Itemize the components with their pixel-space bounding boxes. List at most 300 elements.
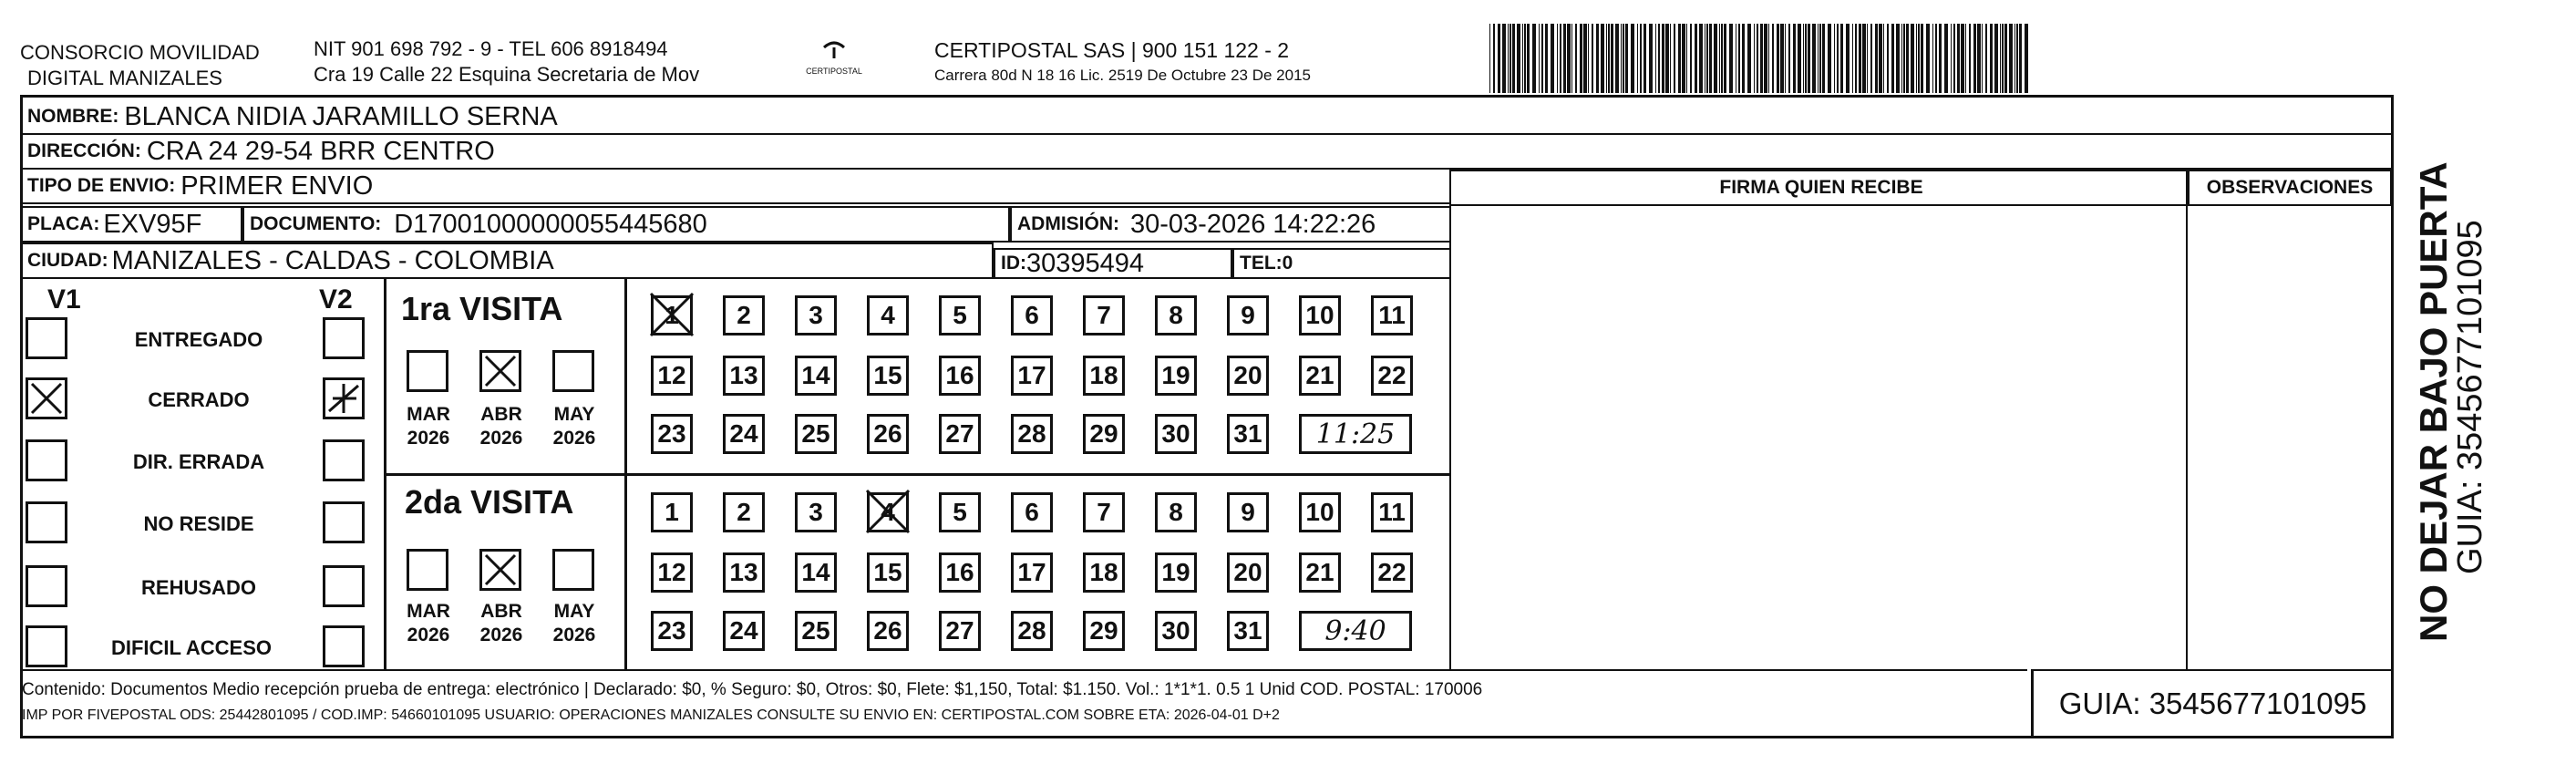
month-label: [401, 403, 456, 450]
day-cell[interactable]: 8: [1155, 295, 1197, 336]
barcode-bar: [1891, 24, 1894, 93]
company-contact: [314, 36, 699, 88]
status-label: CERRADO: [148, 388, 250, 411]
barcode-bar: [1489, 24, 1490, 93]
day-cell[interactable]: 5: [939, 295, 981, 336]
barcode-bar: [2025, 24, 2028, 93]
v1-checkbox[interactable]: [26, 317, 67, 359]
barcode-bar: [1951, 24, 1952, 93]
barcode-bar: [1808, 24, 1810, 93]
barcode-bar: [1935, 24, 1937, 93]
barcode-bar: [1557, 24, 1558, 93]
day-cell[interactable]: 2: [723, 295, 765, 336]
v2-checkbox[interactable]: [323, 501, 365, 543]
barcode-bar: [1719, 24, 1720, 93]
barcode-bar: [1859, 24, 1861, 93]
nombre-value: BLANCA NIDIA JARAMILLO SERNA: [124, 101, 558, 131]
placa-label: PLACA:: [27, 213, 100, 234]
barcode-bar: [1608, 24, 1610, 93]
carrier-logo-icon: [820, 40, 848, 62]
barcode-bar: [1840, 24, 1843, 93]
time-box[interactable]: [1299, 611, 1412, 651]
barcode-bar: [1754, 24, 1755, 93]
barcode-bar: [2016, 24, 2018, 93]
v1-checkbox[interactable]: [26, 439, 67, 481]
barcode-bar: [1911, 24, 1914, 93]
documento-value: D17001000000055445680: [394, 209, 707, 239]
month-checkbox[interactable]: [552, 350, 594, 392]
first-visit-block: [386, 279, 1449, 476]
placa-cell: [22, 206, 242, 243]
footer-contenido: Contenido: Documentos Medio recepción prueba de entrega: electrónico | Declarado: $0, % Seguro: $0, Otros: $0, Flete: $1,150, Total: $1.150. Vol.: 1*1*1. 0.5 1 Unid COD. POSTAL: 170006: [22, 680, 1483, 699]
day-cell[interactable]: 12: [651, 356, 693, 396]
observaciones-area[interactable]: [2188, 206, 2392, 669]
v1-checkbox[interactable]: [26, 501, 67, 543]
barcode-bar: [1512, 24, 1515, 93]
barcode-bar: [1615, 24, 1619, 93]
barcode-bar: [1990, 24, 1993, 93]
placa-value: EXV95F: [103, 209, 202, 239]
barcode-bar: [1670, 24, 1671, 93]
barcode-bar: [1674, 24, 1675, 93]
barcode-bar: [1532, 24, 1536, 93]
barcode-bar: [1926, 24, 1930, 93]
footer-info: [22, 669, 2027, 738]
id-cell: [994, 248, 1232, 279]
v1-checkbox[interactable]: [26, 625, 67, 667]
barcode-bar: [2014, 24, 2015, 93]
carrier-logo: [802, 40, 866, 76]
day-cell[interactable]: 1: [651, 295, 693, 336]
barcode-bar: [1527, 24, 1530, 93]
barcode-image: [1486, 24, 2033, 93]
barcode-bar: [1706, 24, 1708, 93]
status-label: REHUSADO: [141, 576, 256, 599]
signature-area[interactable]: [1449, 206, 2188, 669]
ciudad-label: CIUDAD:: [27, 250, 108, 271]
barcode-bar: [1788, 24, 1790, 93]
barcode-bar: [1678, 24, 1681, 93]
carrier-line-2: Carrera 80d N 18 16 Lic. 2519 De Octubre 23 De 2015: [934, 67, 1311, 84]
day-cell[interactable]: 21: [1299, 552, 1341, 593]
barcode-bar: [1655, 24, 1656, 93]
v2-checkbox[interactable]: [323, 565, 365, 607]
barcode-bar: [2009, 24, 2013, 93]
barcode-bar: [1918, 24, 1920, 93]
tipo-envio-label: TIPO DE ENVIO:: [27, 175, 176, 196]
barcode-bar: [1510, 24, 1511, 93]
footer-guia-box: [2031, 669, 2392, 737]
barcode-bar: [2002, 24, 2004, 93]
month-label: [474, 403, 529, 450]
barcode-bar: [1953, 24, 1955, 93]
month-checkbox[interactable]: [552, 549, 594, 591]
month-checkbox[interactable]: [407, 549, 448, 591]
day-cell[interactable]: 30: [1155, 414, 1197, 454]
day-cell[interactable]: 16: [939, 356, 981, 396]
day-cell[interactable]: 21: [1299, 356, 1341, 396]
barcode-bar: [1812, 24, 1816, 93]
barcode-bar: [2019, 24, 2022, 93]
barcode-bar: [1785, 24, 1786, 93]
firma-label: FIRMA QUIEN RECIBE: [1719, 177, 1923, 198]
day-cell[interactable]: 12: [651, 552, 693, 593]
day-cell[interactable]: 28: [1011, 414, 1053, 454]
barcode-bar: [1822, 24, 1825, 93]
day-cell[interactable]: 27: [939, 611, 981, 651]
barcode-bar: [1870, 24, 1872, 93]
footer-guia: GUIA: 3545677101095: [2058, 687, 2367, 720]
day-cell[interactable]: 5: [939, 492, 981, 532]
v1-header: V1: [47, 284, 81, 315]
day-cell[interactable]: 17: [1011, 356, 1053, 396]
first-visit-months: [386, 279, 627, 476]
documento-label: DOCUMENTO:: [250, 213, 382, 234]
day-cell[interactable]: 4: [867, 295, 909, 336]
barcode: [1486, 24, 2033, 93]
barcode-bar: [1662, 24, 1664, 93]
barcode-bar: [1803, 24, 1804, 93]
firma-header: [1449, 170, 2188, 206]
day-cell[interactable]: 15: [867, 552, 909, 593]
footer-imp: IMP POR FIVEPOSTAL ODS: 25442801095 / COD.IMP: 54660101095 USUARIO: OPERACIONES MANIZALES CONSULTE SU ENVIO EN: CERTIPOSTAL.COM SOBRE ETA: 2026-04-01 D+2: [22, 707, 1280, 723]
day-cell[interactable]: 10: [1299, 492, 1341, 532]
barcode-bar: [1596, 24, 1599, 93]
barcode-bar: [1883, 24, 1884, 93]
day-cell[interactable]: 9: [1227, 492, 1269, 532]
barcode-bar: [1768, 24, 1769, 93]
barcode-bar: [1793, 24, 1796, 93]
barcode-bar: [1721, 24, 1723, 93]
barcode-bar: [1665, 24, 1669, 93]
barcode-bar: [1658, 24, 1660, 93]
day-cell[interactable]: 6: [1011, 295, 1053, 336]
tel-label: TEL:: [1240, 253, 1283, 274]
month-name: MAY: [553, 404, 595, 425]
barcode-bar: [1522, 24, 1523, 93]
side-guia-text: GUIA: 3545677101095: [2451, 220, 2489, 574]
observaciones-header: [2188, 170, 2392, 206]
barcode-bar: [1965, 24, 1966, 93]
barcode-bar: [1502, 24, 1506, 93]
tipo-envio-row: [22, 170, 1451, 204]
barcode-bar: [1906, 24, 1909, 93]
carrier-info: [934, 38, 1311, 85]
barcode-bar: [1862, 24, 1866, 93]
month-checkbox[interactable]: [407, 350, 448, 392]
day-cell[interactable]: 7: [1083, 295, 1125, 336]
month-year: 2026: [552, 625, 596, 645]
barcode-bar: [1545, 24, 1548, 93]
day-cell[interactable]: 11: [1371, 492, 1413, 532]
barcode-bar: [1580, 24, 1582, 93]
barcode-bar: [1852, 24, 1853, 93]
v2-checkbox[interactable]: [323, 377, 365, 419]
month-name: ABR: [480, 404, 522, 425]
day-cell[interactable]: 14: [795, 356, 837, 396]
logo-caption: CERTIPOSTAL: [806, 67, 862, 76]
ciudad-cell: [22, 243, 994, 279]
day-cell[interactable]: 11: [1371, 295, 1413, 336]
day-cell[interactable]: 29: [1083, 414, 1125, 454]
barcode-bar: [1583, 24, 1587, 93]
barcode-bar: [1901, 24, 1902, 93]
day-cell[interactable]: 18: [1083, 552, 1125, 593]
v2-checkbox[interactable]: [323, 439, 365, 481]
barcode-bar: [1961, 24, 1964, 93]
day-cell[interactable]: 28: [1011, 611, 1053, 651]
day-cell[interactable]: 17: [1011, 552, 1053, 593]
month-name: MAR: [407, 601, 450, 622]
barcode-bar: [1640, 24, 1642, 93]
barcode-bar: [1631, 24, 1634, 93]
barcode-bar: [1887, 24, 1889, 93]
time-value: 9:40: [1324, 614, 1386, 647]
day-cell[interactable]: 8: [1155, 492, 1197, 532]
day-cell[interactable]: 20: [1227, 356, 1269, 396]
company-line-2: DIGITAL MANIZALES: [27, 67, 222, 89]
day-cell[interactable]: 22: [1371, 552, 1413, 593]
barcode-bar: [1780, 24, 1784, 93]
day-cell[interactable]: 26: [867, 611, 909, 651]
barcode-bar: [1994, 24, 1998, 93]
barcode-bar: [2004, 24, 2007, 93]
barcode-bar: [1828, 24, 1831, 93]
direccion-row: [22, 135, 2392, 170]
tel-cell: [1232, 248, 1451, 279]
barcode-bar: [1982, 24, 1983, 93]
barcode-bar: [1729, 24, 1733, 93]
barcode-bar: [1588, 24, 1589, 93]
day-cell[interactable]: 24: [723, 611, 765, 651]
barcode-bar: [1524, 24, 1526, 93]
barcode-bar: [1637, 24, 1638, 93]
nombre-row: [22, 100, 2392, 135]
status-label: DIR. ERRADA: [132, 450, 265, 473]
barcode-bar: [1686, 24, 1687, 93]
id-value: 30395494: [1026, 248, 1145, 278]
day-cell[interactable]: 19: [1155, 552, 1197, 593]
day-cell[interactable]: 31: [1227, 611, 1269, 651]
barcode-bar: [1498, 24, 1500, 93]
day-cell[interactable]: 4: [867, 492, 909, 532]
barcode-bar: [1757, 24, 1758, 93]
second-visit-months: [386, 476, 627, 669]
month-year: 2026: [479, 625, 523, 645]
first-visit-title: 1ra VISITA: [401, 290, 563, 327]
day-cell[interactable]: 7: [1083, 492, 1125, 532]
barcode-bar: [1592, 24, 1593, 93]
barcode-bar: [1903, 24, 1905, 93]
barcode-bar: [1834, 24, 1835, 93]
barcode-bar: [1867, 24, 1868, 93]
barcode-bar: [1985, 24, 1987, 93]
barcode-bar: [1855, 24, 1857, 93]
barcode-bar: [1957, 24, 1960, 93]
side-text: [2399, 109, 2490, 656]
tipo-envio-value: PRIMER ENVIO: [180, 170, 374, 201]
barcode-bar: [1875, 24, 1878, 93]
barcode-bar: [1805, 24, 1807, 93]
barcode-bar: [1699, 24, 1703, 93]
barcode-bar: [1690, 24, 1692, 93]
v1-checkbox[interactable]: [26, 377, 67, 419]
barcode-bar: [1623, 24, 1624, 93]
barcode-bar: [2000, 24, 2001, 93]
day-cell[interactable]: 25: [795, 414, 837, 454]
barcode-bar: [1944, 24, 1948, 93]
day-cell[interactable]: 25: [795, 611, 837, 651]
admision-value: 30-03-2026 14:22:26: [1130, 209, 1376, 239]
month-label: [401, 600, 456, 647]
direccion-value: CRA 24 29-54 BRR CENTRO: [146, 136, 495, 166]
barcode-bar: [1649, 24, 1653, 93]
day-cell[interactable]: 2: [723, 492, 765, 532]
status-label: ENTREGADO: [134, 328, 263, 351]
day-cell[interactable]: 19: [1155, 356, 1197, 396]
barcode-bar: [1916, 24, 1917, 93]
barcode-bar: [1742, 24, 1745, 93]
month-label: [474, 600, 529, 647]
ciudad-value: MANIZALES - CALDAS - COLOMBIA: [111, 245, 554, 275]
barcode-bar: [1818, 24, 1819, 93]
v1-checkbox[interactable]: [26, 565, 67, 607]
second-visit-block: [386, 476, 1449, 669]
x-mark-icon: [325, 380, 362, 417]
barcode-bar: [1567, 24, 1571, 93]
time-box[interactable]: [1299, 414, 1412, 454]
barcode-bar: [1896, 24, 1900, 93]
barcode-bar: [1517, 24, 1520, 93]
day-cell[interactable]: 13: [723, 552, 765, 593]
barcode-bar: [1709, 24, 1712, 93]
check-mark-icon: [482, 552, 519, 588]
barcode-bar: [1921, 24, 1923, 93]
month-year: 2026: [552, 428, 596, 449]
month-name: MAY: [553, 601, 595, 622]
status-label: NO RESIDE: [143, 512, 254, 535]
day-cell[interactable]: 13: [723, 356, 765, 396]
barcode-bar: [1643, 24, 1646, 93]
day-cell[interactable]: 14: [795, 552, 837, 593]
x-mark-icon: [28, 380, 65, 417]
barcode-bar: [1777, 24, 1779, 93]
month-year: 2026: [407, 428, 450, 449]
company-line-1: CONSORCIO MOVILIDAD: [20, 41, 260, 64]
barcode-bar: [1772, 24, 1774, 93]
barcode-bar: [1601, 24, 1604, 93]
day-cell[interactable]: 3: [795, 295, 837, 336]
barcode-bar: [1606, 24, 1607, 93]
admision-label: ADMISIÓN:: [1017, 213, 1119, 234]
barcode-bar: [1837, 24, 1839, 93]
month-year: 2026: [479, 428, 523, 449]
nit-line: NIT 901 698 792 - 9 - TEL 606 8918494: [314, 37, 668, 60]
company-name: [20, 40, 260, 91]
day-cell[interactable]: 3: [795, 492, 837, 532]
day-cell[interactable]: 10: [1299, 295, 1341, 336]
barcode-bar: [1879, 24, 1882, 93]
barcode-bar: [1798, 24, 1801, 93]
barcode-bar: [1977, 24, 1981, 93]
barcode-bar: [1714, 24, 1717, 93]
day-cell[interactable]: 29: [1083, 611, 1125, 651]
barcode-bar: [1575, 24, 1577, 93]
day-cell[interactable]: 27: [939, 414, 981, 454]
barcode-bar: [1747, 24, 1751, 93]
v2-checkbox[interactable]: [323, 317, 365, 359]
day-cell[interactable]: 30: [1155, 611, 1197, 651]
day-cell[interactable]: 23: [651, 414, 693, 454]
barcode-bar: [1764, 24, 1767, 93]
barcode-bar: [1969, 24, 1971, 93]
nombre-label: NOMBRE:: [27, 106, 119, 127]
month-label: [547, 600, 602, 647]
carrier-line-1: CERTIPOSTAL SAS | 900 151 122 - 2: [934, 38, 1290, 62]
v2-checkbox[interactable]: [323, 625, 365, 667]
month-year: 2026: [407, 625, 450, 645]
side-text-svg: [2399, 109, 2490, 656]
barcode-bar: [1611, 24, 1613, 93]
barcode-bar: [1695, 24, 1697, 93]
barcode-bar: [1563, 24, 1566, 93]
barcode-bar: [1508, 24, 1509, 93]
day-cell[interactable]: 22: [1371, 356, 1413, 396]
day-cell[interactable]: 9: [1227, 295, 1269, 336]
side-warning-text: NO DEJAR BAJO PUERTA: [2412, 161, 2455, 642]
address-line: Cra 19 Calle 22 Esquina Secretaria de Mov: [314, 63, 700, 86]
day-cell[interactable]: 23: [651, 611, 693, 651]
barcode-bar: [1493, 24, 1495, 93]
barcode-bar: [1760, 24, 1763, 93]
day-cell[interactable]: 20: [1227, 552, 1269, 593]
time-value: 11:25: [1315, 418, 1396, 450]
documento-cell: [242, 206, 1010, 243]
day-cell[interactable]: 15: [867, 356, 909, 396]
barcode-bar: [1846, 24, 1850, 93]
day-cell[interactable]: 1: [651, 492, 693, 532]
status-block: [22, 279, 386, 669]
barcode-bar: [1973, 24, 1976, 93]
month-name: MAR: [407, 404, 450, 425]
day-cell[interactable]: 18: [1083, 356, 1125, 396]
day-cell[interactable]: 16: [939, 552, 981, 593]
second-visit-title: 2da VISITA: [405, 483, 574, 521]
barcode-bar: [1819, 24, 1821, 93]
barcode-bar: [1625, 24, 1628, 93]
direccion-label: DIRECCIÓN:: [27, 140, 141, 161]
month-checkbox[interactable]: [479, 350, 521, 392]
admision-cell: [1010, 206, 1451, 243]
month-checkbox[interactable]: [479, 549, 521, 591]
barcode-bar: [1939, 24, 1942, 93]
day-cell[interactable]: 24: [723, 414, 765, 454]
barcode-bar: [1571, 24, 1572, 93]
day-cell[interactable]: 26: [867, 414, 909, 454]
barcode-bar: [1539, 24, 1540, 93]
v2-header: V2: [319, 284, 353, 315]
month-label: [547, 403, 602, 450]
day-cell[interactable]: 6: [1011, 492, 1053, 532]
barcode-bar: [1724, 24, 1726, 93]
tel-value: 0: [1282, 253, 1293, 274]
day-cell[interactable]: 31: [1227, 414, 1269, 454]
barcode-bar: [1682, 24, 1685, 93]
status-label: DIFICIL ACCESO: [110, 636, 272, 659]
barcode-bar: [1621, 24, 1622, 93]
observaciones-label: OBSERVACIONES: [2206, 177, 2374, 198]
id-label: ID:: [1001, 253, 1026, 274]
